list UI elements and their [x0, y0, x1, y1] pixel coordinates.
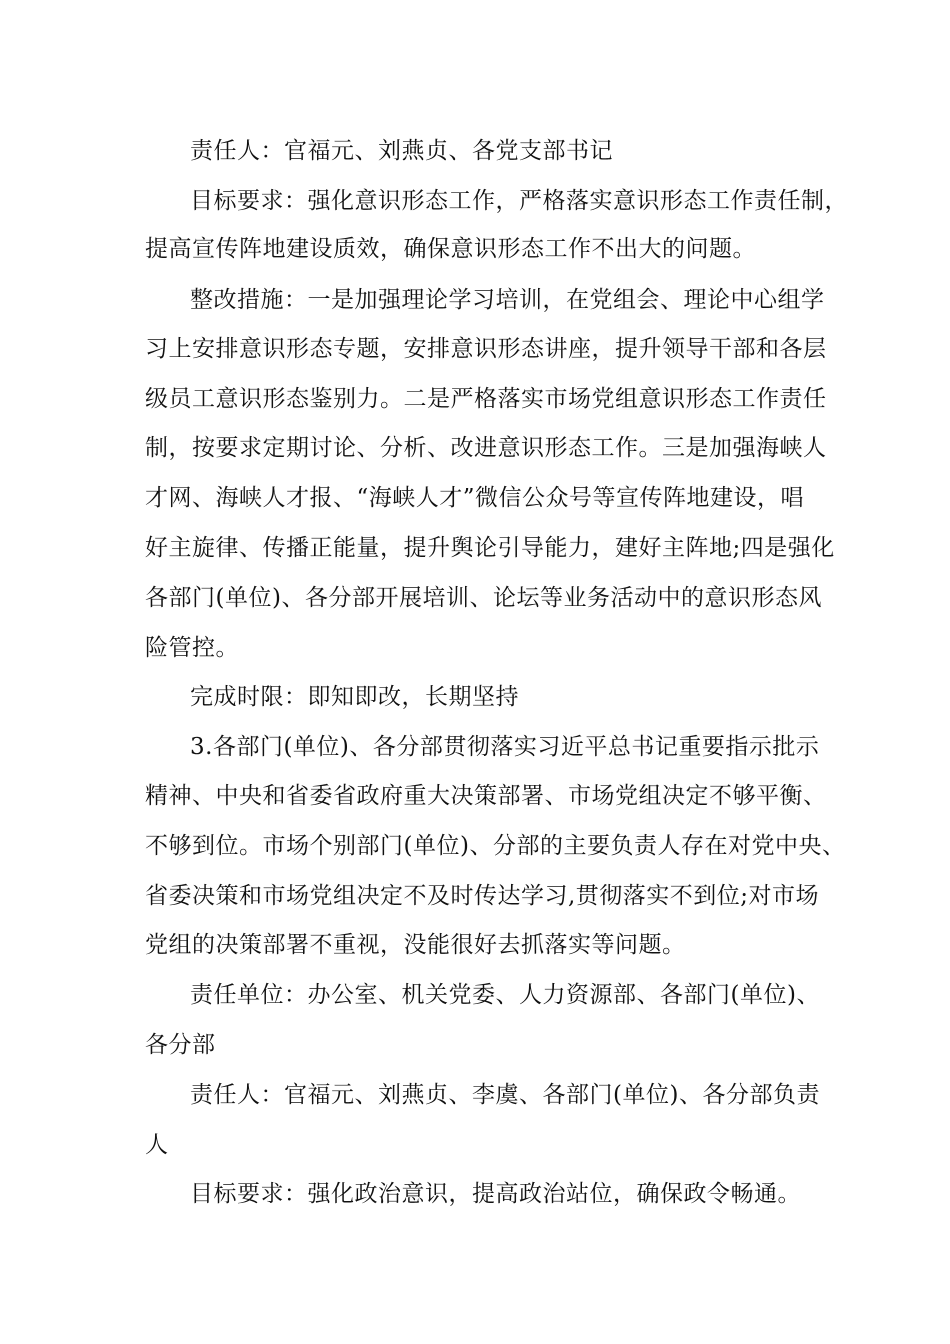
text-line: 才网、海峡人才报、“海峡人才”微信公众号等宣传阵地建设，唱: [145, 485, 805, 511]
text-line: 责任人：官福元、刘燕贞、各党支部书记: [190, 138, 613, 164]
text-line: 精神、中央和省委省政府重大决策部署、市场党组决定不够平衡、: [145, 783, 827, 809]
text-line: 不够到位。市场个别部门(单位)、分部的主要负责人存在对党中央、: [145, 833, 846, 859]
text-line: 各部门(单位)、各分部开展培训、论坛等业务活动中的意识形态风: [145, 585, 822, 611]
text-line: 目标要求：强化政治意识，提高政治站位，确保政令畅通。: [190, 1181, 801, 1207]
text-line: 人: [145, 1132, 169, 1158]
text-line: 目标要求：强化意识形态工作，严格落实意识形态工作责任制，: [190, 188, 848, 214]
text-line: 党组的决策部署不重视，没能很好去抓落实等问题。: [145, 932, 686, 958]
text-line: 提高宣传阵地建设质效，确保意识形态工作不出大的问题。: [145, 236, 756, 262]
text-line: 省委决策和市场党组决定不及时传达学习,贯彻落实不到位;对市场: [145, 883, 820, 909]
text-line: 各分部: [145, 1032, 216, 1058]
text-line: 责任单位：办公室、机关党委、人力资源部、各部门(单位)、: [190, 982, 820, 1008]
text-line: 制，按要求定期讨论、分析、改进意识形态工作。三是加强海峡人: [145, 435, 827, 461]
text-line: 完成时限：即知即改，长期坚持: [190, 684, 519, 710]
text-line: 责任人：官福元、刘燕贞、李虞、各部门(单位)、各分部负责: [190, 1082, 820, 1108]
text-line: 3.各部门(单位)、各分部贯彻落实习近平总书记重要指示批示: [190, 734, 820, 760]
text-line: 整改措施：一是加强理论学习培训，在党组会、理论中心组学: [190, 287, 825, 313]
text-line: 级员工意识形态鉴别力。二是严格落实市场党组意识形态工作责任: [145, 386, 827, 412]
text-line: 险管控。: [145, 635, 239, 661]
text-line: 习上安排意识形态专题，安排意识形态讲座，提升领导干部和各层: [145, 336, 827, 362]
text-line: 好主旋律、传播正能量，提升舆论引导能力，建好主阵地;四是强化: [145, 535, 835, 561]
